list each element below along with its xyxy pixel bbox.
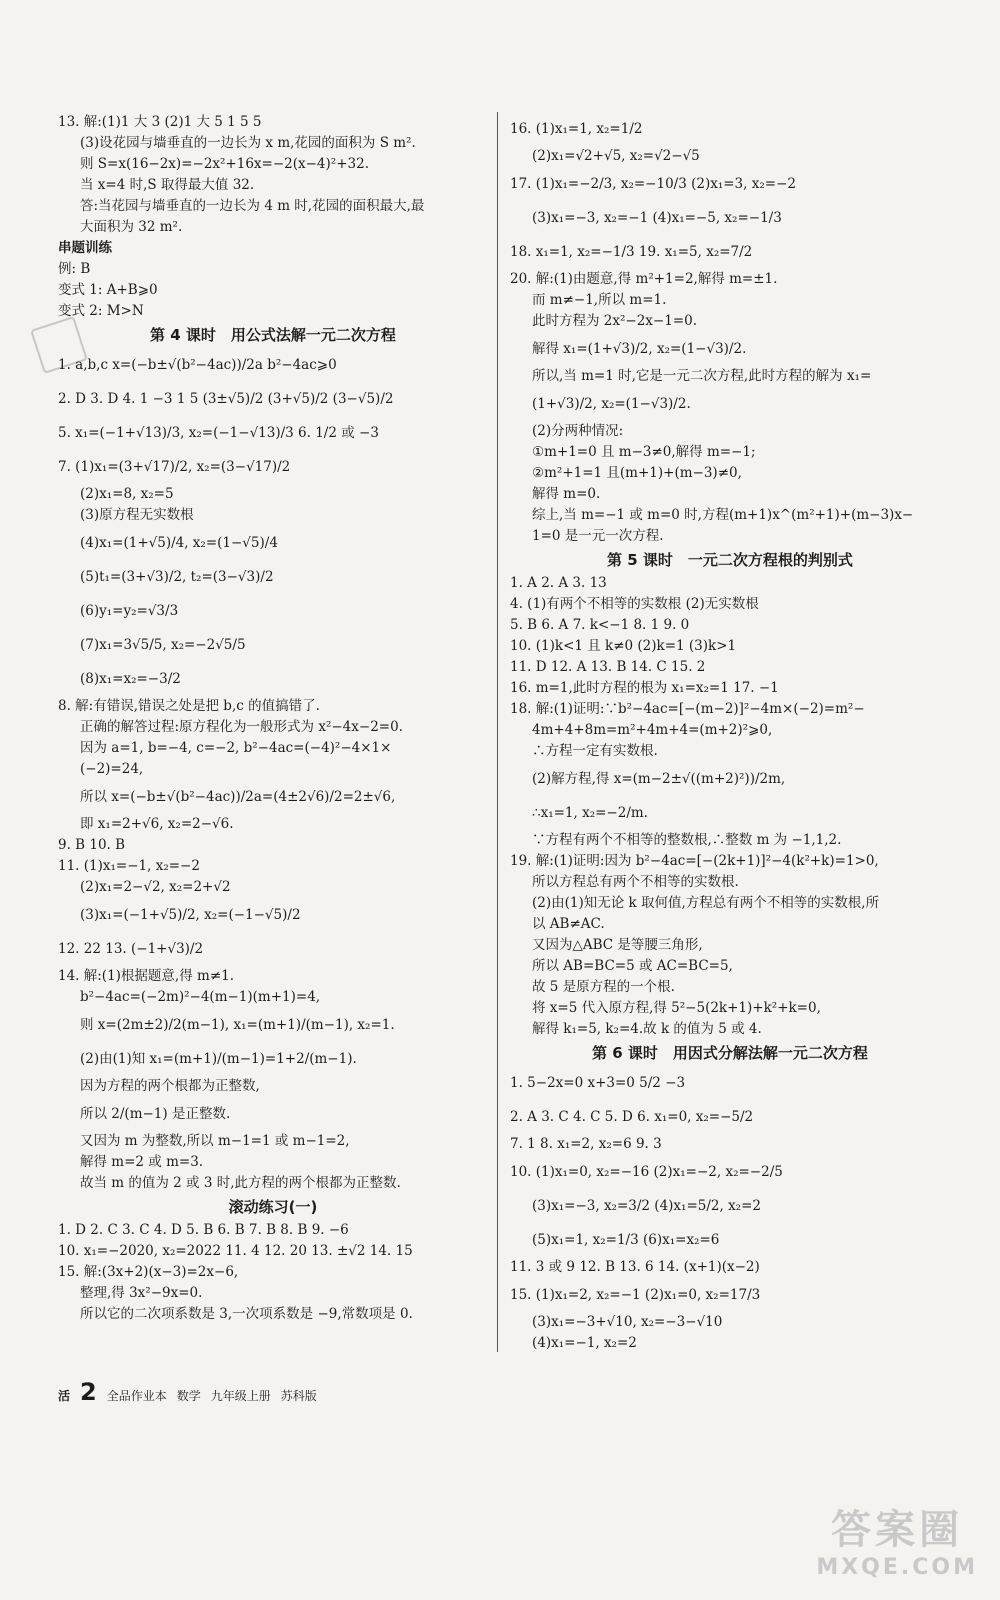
answer-line: (4)x₁=(1+√5)/4, x₂=(1−√5)/4 bbox=[80, 535, 278, 551]
answer-line: 7. 1 8. x₁=2, x₂=6 9. 3 bbox=[510, 1136, 662, 1152]
footer-logo: 活 bbox=[58, 1389, 71, 1403]
answer-line: 因为 a=1, b=−4, c=−2, b²−4ac=(−4)²−4×1× bbox=[80, 740, 392, 756]
answer-line: 整理,得 3x²−9x=0. bbox=[80, 1285, 203, 1301]
answer-line: (−2)=24, bbox=[80, 761, 144, 777]
answer-line: 5. B 6. A 7. k<−1 8. 1 9. 0 bbox=[510, 617, 690, 633]
answer-line: (2)x₁=8, x₂=5 bbox=[80, 486, 174, 502]
answer-line: 4m+4+8m=m²+4m+4=(m+2)²⩾0, bbox=[532, 722, 773, 738]
section-heading: 第 6 课时 用因式分解法解一元二次方程 bbox=[592, 1044, 868, 1062]
answer-line: 11. 3 或 9 12. B 13. 6 14. (x+1)(x−2) bbox=[510, 1259, 760, 1275]
book-title: 全品作业本 bbox=[106, 1389, 167, 1403]
answer-line: (2)由(1)知无论 k 取何值,方程总有两个不相等的实数根,所 bbox=[532, 895, 880, 911]
answer-line: 5. x₁=(−1+√13)/3, x₂=(−1−√13)/3 6. 1/2 或 −3 bbox=[58, 425, 379, 441]
answer-line: 解得 x₁=(1+√3)/2, x₂=(1−√3)/2. bbox=[532, 341, 747, 357]
right-column bbox=[510, 112, 950, 1354]
answer-line: 10. x₁=−2020, x₂=2022 11. 4 12. 20 13. ±√2 14. 15 bbox=[58, 1243, 413, 1259]
answer-line: 变式 2: M>N bbox=[58, 303, 144, 319]
answer-line: 又因为 m 为整数,所以 m−1=1 或 m−1=2, bbox=[80, 1133, 350, 1149]
answer-line: 15. 解:(3x+2)(x−3)=2x−6, bbox=[58, 1264, 239, 1280]
grade: 九年级上册 bbox=[210, 1389, 271, 1403]
answer-line: 正确的解答过程:原方程化为一般形式为 x²−4x−2=0. bbox=[80, 719, 403, 735]
answer-line: 2. D 3. D 4. 1 −3 1 5 (3±√5)/2 (3+√5)/2 (3−√5)/2 bbox=[58, 391, 394, 407]
answer-line: (3)x₁=−3+√10, x₂=−3−√10 bbox=[532, 1314, 723, 1330]
answer-line: 解得 k₁=5, k₂=4.故 k 的值为 5 或 4. bbox=[532, 1021, 762, 1037]
answer-line: 则 S=x(16−2x)=−2x²+16x=−2(x−4)²+32. bbox=[80, 156, 369, 172]
answer-line: 例: B bbox=[58, 261, 91, 277]
watermark-text: 答案圈 bbox=[831, 1507, 964, 1553]
answer-line: 所以,当 m=1 时,它是一元二次方程,此时方程的解为 x₁= bbox=[532, 368, 872, 384]
answer-line: 9. B 10. B bbox=[58, 837, 126, 853]
answer-line: 18. 解:(1)证明:∵b²−4ac=[−(m−2)]²−4m×(−2)=m²− bbox=[510, 701, 865, 717]
answer-line: 故当 m 的值为 2 或 3 时,此方程的两个根都为正整数. bbox=[80, 1175, 401, 1191]
answer-line: 所以 x=(−b±√(b²−4ac))/2a=(4±2√6)/2=2±√6, bbox=[80, 789, 396, 805]
subject: 数学 bbox=[176, 1389, 201, 1403]
answer-line: 解得 m=0. bbox=[532, 486, 601, 502]
answer-line: (8)x₁=x₂=−3/2 bbox=[80, 671, 181, 687]
answer-line: (3)x₁=−3, x₂=−1 (4)x₁=−5, x₂=−1/3 bbox=[532, 210, 782, 226]
answer-line: 1=0 是一元一次方程. bbox=[532, 528, 664, 544]
section-heading: 第 5 课时 一元二次方程根的判别式 bbox=[607, 551, 853, 569]
page-footer bbox=[58, 1378, 317, 1406]
answer-line: 所以 2/(m−1) 是正整数. bbox=[80, 1106, 231, 1122]
column-divider bbox=[497, 112, 498, 1352]
answer-line: 答:当花园与墙垂直的一边长为 4 m 时,花园的面积最大,最 bbox=[80, 198, 425, 214]
answer-line: 此时方程为 2x²−2x−1=0. bbox=[532, 313, 698, 329]
answer-line: (1+√3)/2, x₂=(1−√3)/2. bbox=[532, 396, 691, 412]
watermark-url: MXQE.COM bbox=[816, 1555, 978, 1580]
watermark bbox=[816, 1498, 978, 1580]
answer-line: 故 5 是原方程的一个根. bbox=[532, 979, 675, 995]
answer-line: (7)x₁=3√5/5, x₂=−2√5/5 bbox=[80, 637, 246, 653]
answer-line: ∵方程有两个不相等的整数根,∴整数 m 为 −1,1,2. bbox=[532, 832, 842, 848]
answer-line: 16. m=1,此时方程的根为 x₁=x₂=1 17. −1 bbox=[510, 680, 779, 696]
section-heading: 第 4 课时 用公式法解一元二次方程 bbox=[150, 326, 396, 344]
answer-line: (2)x₁=2−√2, x₂=2+√2 bbox=[80, 879, 231, 895]
answer-line: (2)x₁=√2+√5, x₂=√2−√5 bbox=[532, 148, 700, 164]
answer-line: 当 x=4 时,S 取得最大值 32. bbox=[80, 177, 255, 193]
answer-line: (6)y₁=y₂=√3/3 bbox=[80, 603, 179, 619]
answer-line: 解得 m=2 或 m=3. bbox=[80, 1154, 204, 1170]
answer-line: 18. x₁=1, x₂=−1/3 19. x₁=5, x₂=7/2 bbox=[510, 244, 753, 260]
answer-line: 大面积为 32 m². bbox=[80, 219, 183, 235]
edition: 苏科版 bbox=[280, 1389, 317, 1403]
answer-line: 2. A 3. C 4. C 5. D 6. x₁=0, x₂=−5/2 bbox=[510, 1109, 754, 1125]
answer-line: 变式 1: A+B⩾0 bbox=[58, 282, 158, 298]
answer-line: (4)x₁=−1, x₂=2 bbox=[532, 1335, 637, 1351]
answer-line: 13. 解:(1)1 大 3 (2)1 大 5 1 5 5 bbox=[58, 114, 262, 130]
answer-line: 10. (1)x₁=0, x₂=−16 (2)x₁=−2, x₂=−2/5 bbox=[510, 1164, 783, 1180]
answer-line: 又因为△ABC 是等腰三角形, bbox=[532, 937, 703, 953]
answer-line: 所以 AB=BC=5 或 AC=BC=5, bbox=[532, 958, 733, 974]
answer-line: 15. (1)x₁=2, x₂=−1 (2)x₁=0, x₂=17/3 bbox=[510, 1287, 761, 1303]
answer-line: 12. 22 13. (−1+√3)/2 bbox=[58, 941, 204, 957]
answer-line: (5)x₁=1, x₂=1/3 (6)x₁=x₂=6 bbox=[532, 1232, 720, 1248]
answer-line: ②m²+1=1 且(m+1)+(m−3)≠0, bbox=[532, 465, 742, 481]
answer-line: 综上,当 m=−1 或 m=0 时,方程(m+1)x^(m²+1)+(m−3)x− bbox=[532, 507, 914, 523]
answer-line: 所以它的二次项系数是 3,一次项系数是 −9,常数项是 0. bbox=[80, 1306, 413, 1322]
answer-line: 4. (1)有两个不相等的实数根 (2)无实数根 bbox=[510, 596, 759, 612]
page-number: 2 bbox=[80, 1378, 97, 1406]
answer-line: 19. 解:(1)证明:因为 b²−4ac=[−(2k+1)]²−4(k²+k)=1>0, bbox=[510, 853, 879, 869]
answer-line: 16. (1)x₁=1, x₂=1/2 bbox=[510, 121, 643, 137]
answer-line: (2)分两种情况: bbox=[532, 423, 624, 439]
answer-line: 则 x=(2m±2)/2(m−1), x₁=(m+1)/(m−1), x₂=1. bbox=[80, 1017, 395, 1033]
answer-line: (3)原方程无实数根 bbox=[80, 507, 194, 523]
answer-line: (2)解方程,得 x=(m−2±√((m+2)²))/2m, bbox=[532, 771, 786, 787]
answer-line: 以 AB≠AC. bbox=[532, 916, 605, 932]
answer-line: (3)设花园与墙垂直的一边长为 x m,花园的面积为 S m². bbox=[80, 135, 416, 151]
answer-line: 8. 解:有错误,错误之处是把 b,c 的值搞错了. bbox=[58, 698, 320, 714]
answer-line: 20. 解:(1)由题意,得 m²+1=2,解得 m=±1. bbox=[510, 271, 778, 287]
answer-line: 即 x₁=2+√6, x₂=2−√6. bbox=[80, 816, 234, 832]
answer-line: (3)x₁=(−1+√5)/2, x₂=(−1−√5)/2 bbox=[80, 907, 301, 923]
answer-line: b²−4ac=(−2m)²−4(m−1)(m+1)=4, bbox=[80, 989, 321, 1005]
answer-line: ∴x₁=1, x₂=−2/m. bbox=[532, 805, 648, 821]
answer-line: 1. D 2. C 3. C 4. D 5. B 6. B 7. B 8. B 9. −6 bbox=[58, 1222, 349, 1238]
answer-line: 1. A 2. A 3. 13 bbox=[510, 575, 607, 591]
answer-line: 14. 解:(1)根据题意,得 m≠1. bbox=[58, 968, 235, 984]
answer-line: 将 x=5 代入原方程,得 5²−5(2k+1)+k²+k=0, bbox=[532, 1000, 821, 1016]
answer-line: 7. (1)x₁=(3+√17)/2, x₂=(3−√17)/2 bbox=[58, 459, 291, 475]
section-heading: 滚动练习(一) bbox=[228, 1198, 318, 1216]
answer-line: 11. D 12. A 13. B 14. C 15. 2 bbox=[510, 659, 706, 675]
answer-line: (5)t₁=(3+√3)/2, t₂=(3−√3)/2 bbox=[80, 569, 274, 585]
answer-line: 所以方程总有两个不相等的实数根. bbox=[532, 874, 739, 890]
answer-line: ∴方程一定有实数根. bbox=[532, 743, 658, 759]
answer-line: 17. (1)x₁=−2/3, x₂=−10/3 (2)x₁=3, x₂=−2 bbox=[510, 176, 796, 192]
answer-line: 11. (1)x₁=−1, x₂=−2 bbox=[58, 858, 200, 874]
answer-line: 1. a,b,c x=(−b±√(b²−4ac))/2a b²−4ac⩾0 bbox=[58, 357, 337, 373]
answer-line: ①m+1=0 且 m−3≠0,解得 m=−1; bbox=[532, 444, 756, 460]
answer-line: 1. 5−2x=0 x+3=0 5/2 −3 bbox=[510, 1075, 686, 1091]
answer-line: (2)由(1)知 x₁=(m+1)/(m−1)=1+2/(m−1). bbox=[80, 1051, 357, 1067]
answer-line: 因为方程的两个根都为正整数, bbox=[80, 1078, 260, 1094]
left-column bbox=[58, 112, 488, 1325]
answer-line: 串题训练 bbox=[58, 240, 112, 256]
answer-line: (3)x₁=−3, x₂=3/2 (4)x₁=5/2, x₂=2 bbox=[532, 1198, 761, 1214]
answer-line: 10. (1)k<1 且 k≠0 (2)k=1 (3)k>1 bbox=[510, 638, 737, 654]
answer-line: 而 m≠−1,所以 m=1. bbox=[532, 292, 667, 308]
